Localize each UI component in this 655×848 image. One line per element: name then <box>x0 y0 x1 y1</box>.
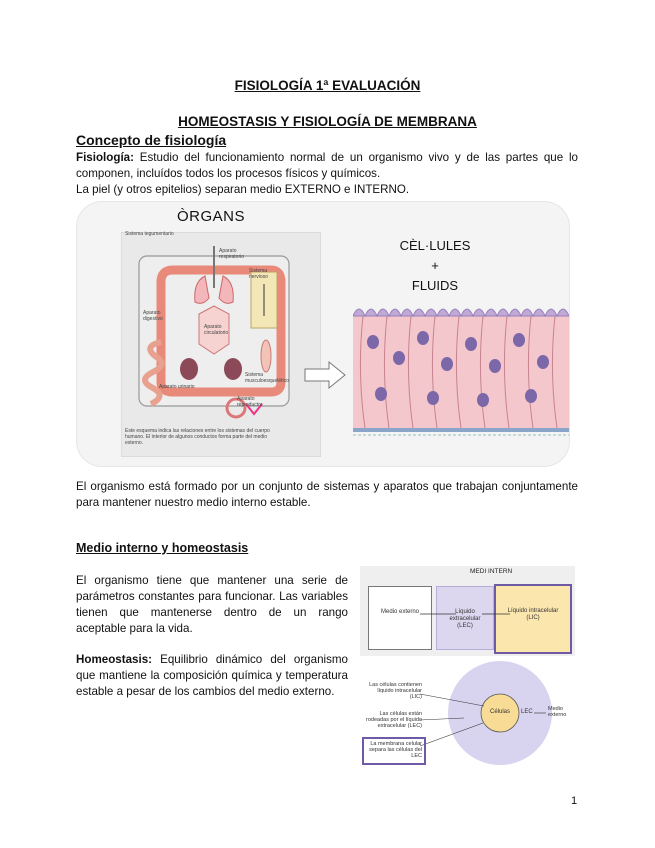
lec-label: LEC <box>521 709 533 715</box>
label-urinario: Aparato urinario <box>159 384 195 390</box>
medio-externo-label-2: Medio externo <box>548 706 567 718</box>
cells-title-line3: FLUIDS <box>411 278 459 293</box>
figure1-caption: Este esquema indica las relaciones entre los sistemas del cuerpo humano. El interior de algunos conductos forma parte del medio externo. <box>125 428 270 446</box>
fisiologia-definition <box>76 150 578 182</box>
organs-title: ÒRGANS <box>177 208 246 225</box>
homeostasis-term: Homeostasis: <box>76 653 153 666</box>
medi-intern-label: MEDI INTERN <box>470 568 513 575</box>
medio-paragraph1: El organismo tiene que mantener una serie de parámetros constantes para funcionar. Las variables tienen que mantenerse dentro de un rango aceptable para la vida. <box>76 574 348 635</box>
label-respiratorio: Aparato respiratorio <box>219 248 245 260</box>
homeostasis-figure <box>360 566 575 766</box>
cells-title-line1: CÈL·LULES <box>399 238 471 253</box>
lec-box-label: Líquido extracelular (LEC) <box>449 609 481 629</box>
skin-line: La piel (y otros epitelios) separan medio EXTERNO e INTERNO. <box>76 183 410 196</box>
lic-box-label: Líquido intracelular (LIC) <box>507 608 559 621</box>
cells-title-line2: + <box>431 258 439 273</box>
label-reproductor: Aparato reproductor <box>237 396 263 408</box>
cells-label: Células <box>489 709 510 715</box>
label-musculo: Sistema musculoesquelético <box>245 372 289 384</box>
homeostasis-paragraph <box>76 652 348 700</box>
note-lic: Las células contienen líquido intracelular (LIC) <box>369 682 422 700</box>
organismo-paragraph: El organismo está formado por un conjunto de sistemas y aparatos que trabajan conjuntamente para mantener nuestro medio interno estable. <box>76 480 578 509</box>
fisiologia-term: Fisiología: <box>76 151 134 164</box>
concepto-heading: Concepto de fisiología <box>76 132 227 148</box>
main-title: FISIOLOGÍA 1ª EVALUACIÓN <box>234 78 421 93</box>
note-membrana: La membrana celular separa las células del LEC <box>369 741 422 759</box>
right-arrow-icon <box>303 360 347 390</box>
label-circulatorio: Aparato circulatorio <box>204 324 229 336</box>
fisiologia-text: Estudio del funcionamiento normal de un organismo vivo y de las partes que lo componen, incluídos todos los procesos físicos y químicos. <box>76 151 578 180</box>
note-lec: Las células están rodeadas por el líquido extracelular (LEC) <box>366 711 422 729</box>
label-digestivo: Aparato digestivo <box>143 310 163 322</box>
medio-heading: Medio interno y homeostasis <box>76 541 249 555</box>
homeostasis-text: Equilibrio dinámico del organismo que mantiene la composición química y temperatura estable a pesar de los cambios del medio externo. <box>76 653 348 698</box>
page-number: 1 <box>571 795 578 807</box>
medio-externo-label: Medio externo <box>380 609 420 615</box>
section-title: HOMEOSTASIS Y FISIOLOGÍA DE MEMBRANA <box>178 114 477 129</box>
label-nervioso: Sistema nervioso <box>249 268 268 280</box>
epithelium-illustration <box>353 302 569 447</box>
compartment-arrows <box>360 566 575 656</box>
organ-diagram <box>121 232 321 457</box>
label-sistema: Sistema tegumentario <box>125 231 174 237</box>
cells-title <box>375 236 495 296</box>
organs-cells-figure <box>76 201 570 467</box>
